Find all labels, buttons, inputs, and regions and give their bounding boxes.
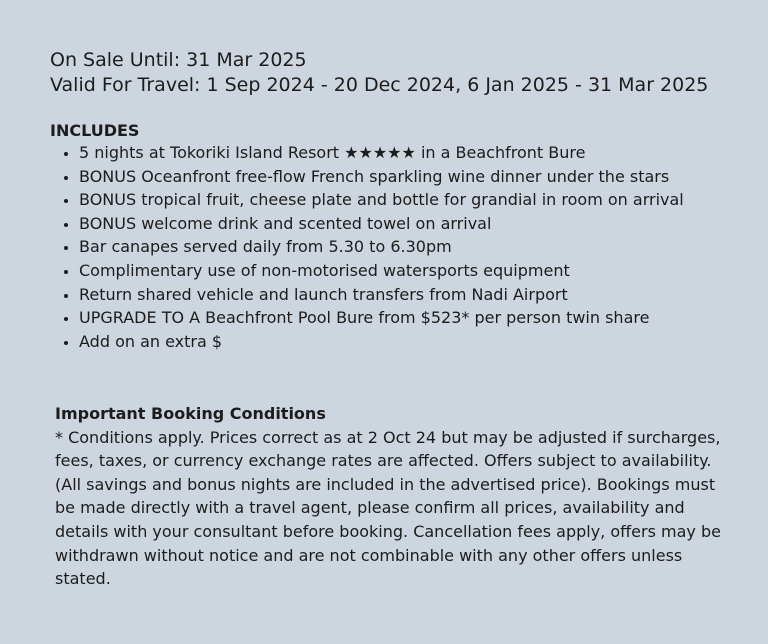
includes-heading: INCLUDES bbox=[50, 121, 140, 140]
conditions-body: * Conditions apply. Prices correct as at 2 Oct 24 but may be adjusted if surcharges, fees, taxes, or currency exchange rates are affected. Offers subject to availability. (All savings and bonus nights are included in the advertised price). Bookings must be made directly with a travel agent, please confirm all prices, availability and details with your consultant before booking. Cancellation fees apply, offers may be withdrawn without notice and are not combinable with any other offers unless stated. bbox=[55, 427, 721, 589]
includes-section bbox=[50, 121, 740, 353]
on-sale-until: On Sale Until: 31 Mar 2025 bbox=[50, 49, 307, 71]
includes-item: • 5 nights at Tokoriki Island Resort ★★★★★ in a Beachfront Bure bbox=[79, 141, 740, 165]
sale-dates bbox=[50, 48, 708, 98]
includes-item: • BONUS Oceanfront free-flow French sparkling wine dinner under the stars bbox=[79, 165, 740, 189]
includes-item: • Bar canapes served daily from 5.30 to 6.30pm bbox=[79, 235, 740, 259]
conditions-heading: Important Booking Conditions bbox=[55, 404, 326, 423]
includes-item: • Complimentary use of non-motorised watersports equipment bbox=[79, 259, 740, 283]
includes-item: • UPGRADE TO A Beachfront Pool Bure from $523* per person twin share bbox=[79, 306, 740, 330]
includes-item: • BONUS welcome drink and scented towel on arrival bbox=[79, 212, 740, 236]
includes-item: • BONUS tropical fruit, cheese plate and bottle for grandial in room on arrival bbox=[79, 188, 740, 212]
includes-item: • Add on an extra $ bbox=[79, 330, 740, 354]
includes-item: • Return shared vehicle and launch transfers from Nadi Airport bbox=[79, 283, 740, 307]
valid-for-travel: Valid For Travel: 1 Sep 2024 - 20 Dec 2024, 6 Jan 2025 - 31 Mar 2025 bbox=[50, 74, 709, 96]
booking-conditions bbox=[55, 402, 727, 591]
includes-list bbox=[50, 141, 740, 353]
